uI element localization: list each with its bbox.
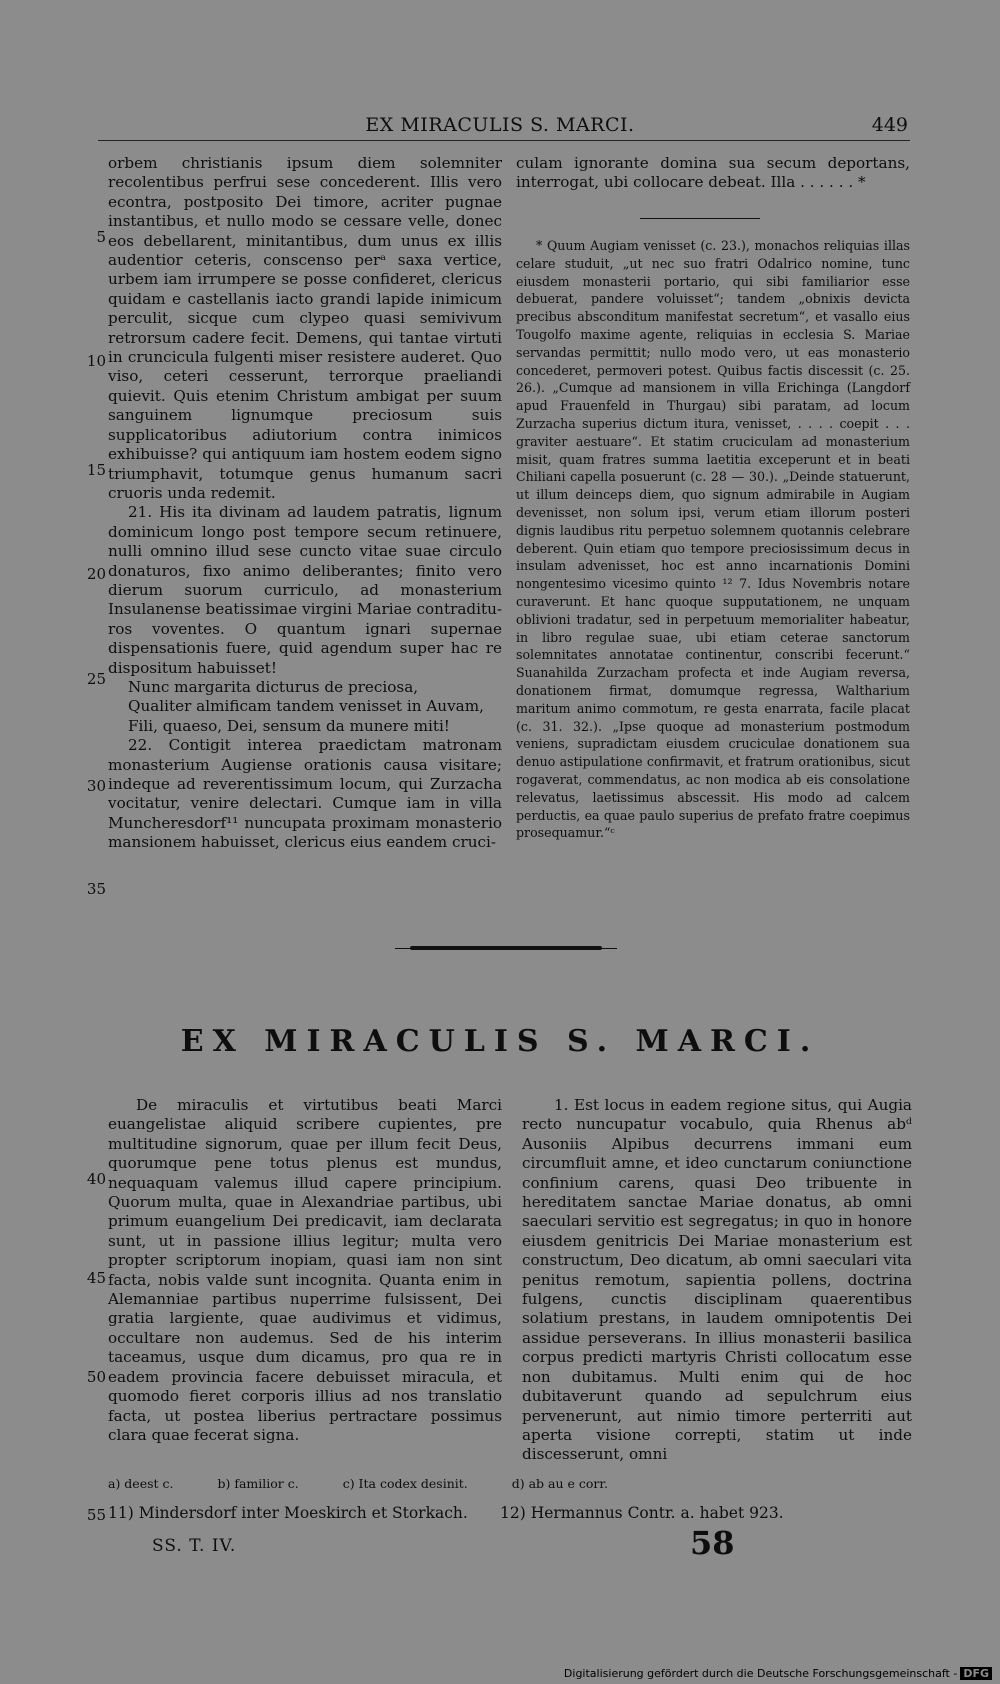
verse-line: Fili, quaeso, Dei, sensum da munere miti! (128, 716, 450, 735)
dfg-logo: DFG (960, 1667, 992, 1680)
footnote-b: b) familior c. (217, 1476, 299, 1491)
footnote-c: c) Ita codex desinit. (342, 1476, 468, 1491)
line-number: 40 (86, 1170, 106, 1188)
line-number: 35 (86, 880, 106, 898)
footnote-a: a) deest c. (108, 1476, 174, 1491)
line-number: 25 (86, 670, 106, 688)
footnote-rule (640, 218, 760, 219)
top-right-column (516, 154, 910, 193)
line-number: 45 (86, 1269, 106, 1287)
line-number: 20 (86, 565, 106, 583)
apparatus-footnotes (108, 1476, 908, 1491)
running-title: EX MIRACULIS S. MARCI. (365, 114, 635, 136)
digitization-credit (564, 1667, 992, 1680)
paragraph: De miraculis et virtutibus beati Marci euangelistae aliquid scribere cupientes, pre multitudine signorum, quae per illum fecit Deus, quorumque pene totus plenus est mundus, nequaquam valemus illud capere principium. Quorum multa, quae in Alexandriae partibus, ubi primum euangelium Dei predicavit, iam declarata sunt, ut in passione illius legitur; multa vero propter scriptorum inopiam, quasi iam non sint facta, nobis valde sunt incognita. Quanta enim in Alemanniae partibus nuperrime fulsissent, Dei gratia largiente, quae audivimus et vidimus, occultare non audemus. Sed de his interim taceamus, usque dum dicamus, pro qua re in eadem provincia facere debuisset miracula, et quomodo fieret corporis illius ad nos translatio facta, ut postea liberius pertractare possimus clara quae fecerat signa. (108, 1096, 502, 1444)
footnote-text: * Quum Augiam venisset (c. 23.), monachos reliquias illas celare studuit, „ut nec suo fratri Odalrico nomine, tunc eiusdem monasterii portario, qui sibi familiarior esse debuerat, pandere voluisset“; tandem „obnixis devicta precibus absconditum manifestat secretum“, et vasallo eius Tougolfo maxime agente, reliquias in ecclesia S. Mariae servandas permittit; nullo modo vero, ut eas monasterio concederet, permoveri potest. Quibus factis discessit (c. 25. 26.). „Cumque ad mansionem in villa Erichinga (Langdorf apud Frauenfeld in Thurgau) sibi paratam, ad locum Zurzacha superius dictum itura, venisset, . . . . coepit . . . graviter aestuare“. Et statim cruciculam ad monasterium misit, quam fratres summa laetitia exceperunt et in beati Chiliani capella posuerunt (c. 28 — 30.). „Deinde statuerunt, ut illum deinceps diem, quo signum admirabile in Augiam devenisset, non solum ipsi, verum etiam illorum posteri dignis laudibus ritu perpetuo solemnem quotannis celebrare deberent. Quin etiam quo tempore preciosissimum decus in insulam advenisset, hoc est anno incarnationis Domini nongentesimo vicesimo quinto ¹² 7. Idus Novembris notare curaverunt. Et hanc quoque supputationem, ne unquam oblivioni tradatur, sed in perpetuum memorialiter habeatur, in libro regulae suae, ubi etiam ceterae sanctorum solemnitates annotatae continentur, conscribi fecerunt.“ Suanahilda Zurzacham profecta et inde Augiam reversa, donationem firmat, domumque regressa, Waltharium maritum animo commotum, re gesta enarrata, facile placat (c. 31. 32.). „Ipse quoque ad monasterium postmodum veniens, supradictam eiusdem cruciculae donationem sua denuo astipulatione confirmavit, et fratrum orationibus, sicut rogaverat, commendatus, ac non modica ab eis consolatione relevatus, laetissimus abscessit. His modo ad calcem perductis, ea quae paulo superius de prefato fratre coepimus prosequamur.“ᶜ (516, 238, 910, 841)
line-number: 55 (86, 1506, 106, 1524)
section-rule (410, 946, 602, 950)
line-number: 5 (96, 228, 106, 246)
paragraph: 1. Est locus in eadem regione situs, qui Augia recto nuncupatur vocabulo, quia Rhenus abᵈ Ausoniis Alpibus decurrens immani eum circumfluit amne, et ideo cunctarum coniunctione confinium carens, quasi Deo tribuente in hereditatem sanctae Mariae donatus, ab omni saeculari servitio est segregatus; in quo in honore eiusdem genitricis Dei Mariae monasterium est constructum, Deo dicatum, ab omni saeculari vita penitus remotum, sapientia pollens, doctrina fulgens, cunctis disciplinam quaerentibus solatium prestans, in laudem omnipotentis Dei assidue perseverans. In illius monasterii basilica corpus predicti martyris Christi collocatum esse non dubitamus. Multi enim qui de hoc dubitaverunt quando ad sepulchrum eius pervenerunt, aut nimio timore perterriti aut aperta visione correpti, statim ut inde discesserunt, omni (522, 1096, 912, 1464)
bottom-right-column (522, 1096, 912, 1465)
bottom-left-column (108, 1096, 502, 1445)
verse (128, 678, 502, 736)
line-number: 10 (86, 352, 106, 370)
header-rule (98, 140, 910, 141)
paragraph: 21. His ita divinam ad laudem patratis, lignum dominicum longo post tempore secum retinuere, nulli omnino illud sese cuncto vitae suae circulo donaturos, fixo animo deliberantes; finito vero dierum suorum curriculo, ad monasterium Insulanense beatissimae virgini Mariae contradituros voventes. O quantum ignari supernae dispensationis fuere, quid agendum super hac re dispositum habuisset! (108, 503, 502, 677)
line-number: 15 (86, 461, 106, 479)
sheet-number: 58 (690, 1524, 735, 1562)
verse-line: Qualiter almificam tandem venisset in Auvam, (128, 697, 484, 716)
section-title: EX MIRACULIS S. MARCI. (180, 1024, 820, 1059)
line-number: 50 (86, 1368, 106, 1386)
footnote-12: 12) Hermannus Contr. a. habet 923. (500, 1504, 784, 1522)
paragraph: culam ignorante domina sua secum deportans, interrogat, ubi collocare debeat. Illa . . . . . . * (516, 154, 910, 192)
page-number: 449 (871, 114, 908, 136)
numbered-footnotes (108, 1504, 908, 1522)
verse-line: Nunc margarita dicturus de preciosa, (128, 677, 419, 696)
footnote-11: 11) Mindersdorf inter Moeskirch et Storkach. (108, 1504, 468, 1522)
signature-mark: SS. T. IV. (152, 1536, 237, 1556)
top-left-column (108, 154, 502, 853)
editorial-footnote (516, 237, 910, 842)
footnote-d: d) ab au e corr. (511, 1476, 608, 1491)
paragraph: 22. Contigit interea praedictam matronam monasterium Augiense orationis causa visitare; indeque ad reverentissimum locum, qui Zurzacha vocitatur, venire delectari. Cumque iam in villa Muncheresdorf¹¹ nuncupata proximam monasterio mansionem habuisset, clericus eius eandem cruci- (108, 736, 502, 852)
line-number: 30 (86, 777, 106, 795)
credit-text: Digitalisierung gefördert durch die Deutsche Forschungsgemeinschaft - (563, 1667, 958, 1680)
paragraph: orbem christianis ipsum diem solemniter recolentibus perfrui sese concederent. Illis vero econtra, postposito Dei timore, acriter pugnae instantibus, et nullo modo se cessare velle, donec eos debellarent, minitantibus, dum unus ex illis audentior ceteris, conscenso perᵃ saxa vertice, urbem iam irrumpere se posse confideret, clericus quidam e castellanis iacto grandi lapide inimicum perculit, sicque cum clypeo quasi semivivum retrorsum cadere fecit. Demens, qui tantae virtuti in cruncicula fulgenti miser resistere auderet. Quo viso, ceteri cesserunt, terrorque praeliandi quievit. Quis etenim Christum ambigat per suum sanguinem lignumque preciosum suis supplicatoribus adiutorium contra inimicos exhibuisse? qui antiquum iam hostem eodem signo triumphavit, totumque genus humanum sacri cruoris unda redemit. (108, 154, 502, 502)
